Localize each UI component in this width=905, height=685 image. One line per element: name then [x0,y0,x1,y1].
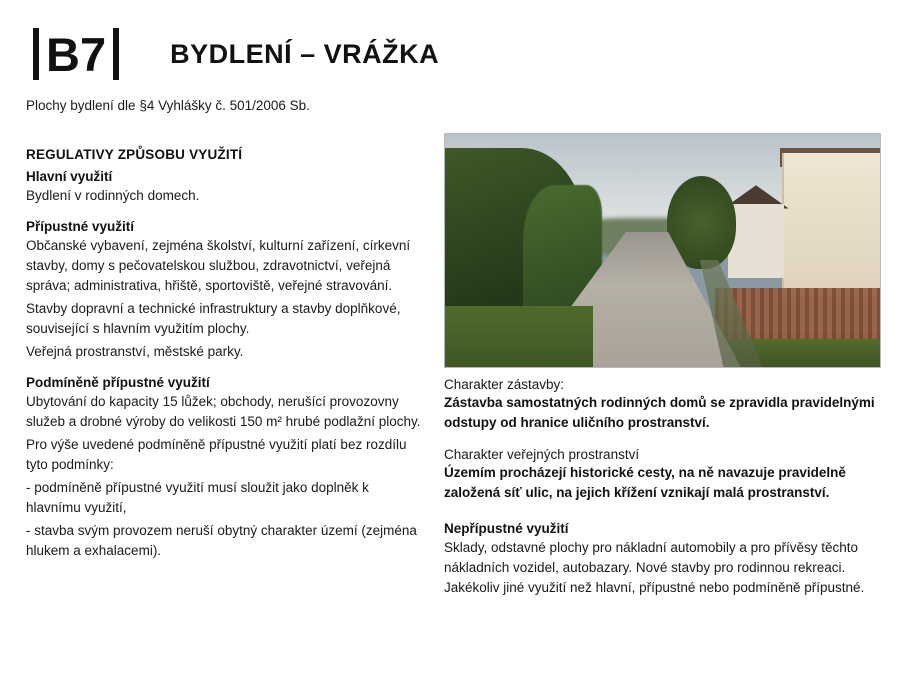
text-prohibited-use: Sklady, odstavné plochy pro nákladní automobily a pro přívěsy těchto nákladních vozidel, autobazary. Nové stavby pro rodinnou rekreaci. Jakékoliv jiné využití než hlavní, přípustné nebo podmíněně přípustné. [444,539,865,595]
photo-grass-left [445,306,593,367]
text-conditional-use-2: Pro výše uvedené podmíněně přípustné využití platí bez rozdílu tyto podmínky: [26,436,407,472]
photo-house-right [782,153,880,297]
left-column [26,133,422,598]
block-permitted-use [26,219,422,362]
page-title: BYDLENÍ – VRÁŽKA [170,38,440,69]
block-main-use [26,169,422,206]
text-conditional-use-bullet-1: - podmíněně přípustné využití musí sloužit jako doplněk k hlavnímu využití, [26,479,369,515]
photo-house-mid [728,204,785,279]
document-header [26,22,879,86]
heading-prohibited-use: Nepřípustné využití [444,520,569,536]
code-bar-left-icon [33,28,39,80]
text-conditional-use-1: Ubytování do kapacity 15 lůžek; obchody, nerušící provozovny služeb a drobné výroby do velikosti 150 m² hrubé podlažní plochy. [26,393,421,429]
text-conditional-use-bullet-2: - stavba svým provozem neruší obytný charakter území (zejména hlukem a exhalacemi). [26,522,417,558]
text-built-character: Zástavba samostatných rodinných domů se zpravidla pravidelnými odstupy od hranice uličního prostranství. [444,395,875,430]
zone-code-text: B7 [46,27,107,81]
text-public-space-character: Územím procházejí historické cesty, na ně navazuje pravidelně založená síť ulic, na jejich křížení vznikají malá prostranství. [444,464,846,500]
heading-permitted-use: Přípustné využití [26,218,135,234]
text-permitted-use-2: Stavby dopravní a technické infrastruktury a stavby doplňkové, související s hlavním využitím plochy. [26,300,401,336]
text-main-use: Bydlení v rodinných domech. [26,188,200,203]
heading-conditional-use: Podmíněně přípustné využití [26,374,210,390]
text-permitted-use-3: Veřejná prostranství, městské parky. [26,343,244,359]
block-conditional-use [26,375,422,561]
label-built-character: Charakter zástavby: [444,377,565,392]
right-column [444,133,881,598]
code-bar-right-icon [113,28,119,80]
street-photo [444,133,881,368]
label-public-space-character: Charakter veřejných prostranství [444,446,640,462]
content-columns [26,133,879,598]
heading-main-use: Hlavní využití [26,169,113,184]
text-permitted-use-1: Občanské vybavení, zejména školství, kulturní zařízení, církevní stavby, domy s pečovatelskou službou, zdravotnictví, veřejná správa; administrativa, hřiště, sportoviště, veřejné stravování. [26,237,411,293]
zone-code-badge [26,28,126,80]
section-heading-regulativy: REGULATIVY ZPŮSOBU VYUŽITÍ [26,147,243,162]
page-subtitle: Plochy bydlení dle §4 Vyhlášky č. 501/2006 Sb. [26,98,310,113]
